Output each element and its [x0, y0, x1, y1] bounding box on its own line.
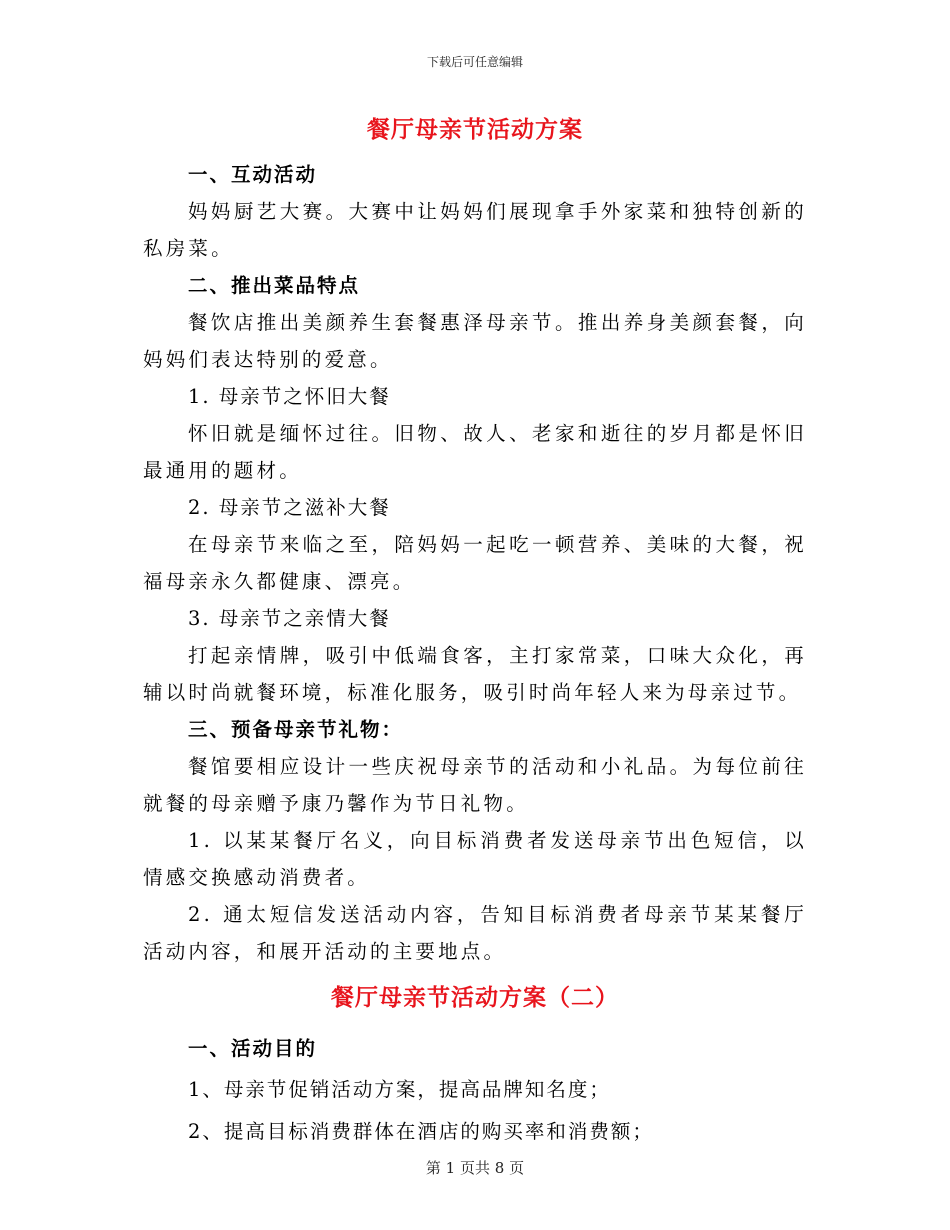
list-item-nostalgia-meal: 1. 母亲节之怀旧大餐 — [188, 385, 391, 408]
section-heading-purpose: 一、活动目的 — [188, 1037, 318, 1060]
header-note: 下载后可任意编辑 — [426, 55, 523, 69]
list-item-brand: 1、母亲节促销活动方案，提高品牌知名度； — [188, 1078, 611, 1101]
document-title-2: 餐厅母亲节活动方案（二） — [331, 984, 619, 1011]
list-item-purchase-rate: 2、提高目标消费群体在酒店的购买率和消费额； — [188, 1120, 654, 1143]
paragraph-sms-greeting: 1. 以某某餐厅名义，向目标消费者发送母亲节出色短信，以情感交换感动消费者。 — [143, 829, 807, 889]
section-heading-dishes: 二、推出菜品特点 — [188, 274, 361, 297]
section-heading-gifts: 三、预备母亲节礼物： — [188, 718, 404, 741]
paragraph-cooking-contest: 妈妈厨艺大赛。大赛中让妈妈们展现拿手外家菜和独特创新的私房菜。 — [143, 200, 807, 260]
paragraph-family: 打起亲情牌，吸引中低端食客，主打家常菜，口味大众化，再辅以时尚就餐环境，标准化服务，吸引时尚年轻人来为母亲过节。 — [143, 644, 807, 704]
section-heading-interactive: 一、互动活动 — [188, 163, 318, 186]
document-body — [143, 108, 807, 1151]
page-number: 第 1 页共 8 页 — [425, 1159, 525, 1177]
paragraph-nostalgia: 怀旧就是缅怀过往。旧物、故人、老家和逝往的岁月都是怀旧最通用的题材。 — [143, 422, 807, 482]
list-item-nourishing-meal: 2. 母亲节之滋补大餐 — [188, 496, 391, 519]
paragraph-gifts: 餐馆要相应设计一些庆祝母亲节的活动和小礼品。为每位前往就餐的母亲赠予康乃馨作为节日礼物。 — [143, 755, 807, 815]
paragraph-nourishing: 在母亲节来临之至，陪妈妈一起吃一顿营养、美味的大餐，祝福母亲永久都健康、漂亮。 — [143, 533, 807, 593]
document-title: 餐厅母亲节活动方案 — [367, 116, 583, 143]
paragraph-beauty-meal: 餐饮店推出美颜养生套餐惠泽母亲节。推出养身美颜套餐，向妈妈们表达特别的爱意。 — [143, 311, 807, 371]
list-item-family-meal: 3. 母亲节之亲情大餐 — [188, 607, 391, 630]
paragraph-sms-content: 2. 通太短信发送活动内容，告知目标消费者母亲节某某餐厅活动内容，和展开活动的主要地点。 — [143, 903, 807, 963]
